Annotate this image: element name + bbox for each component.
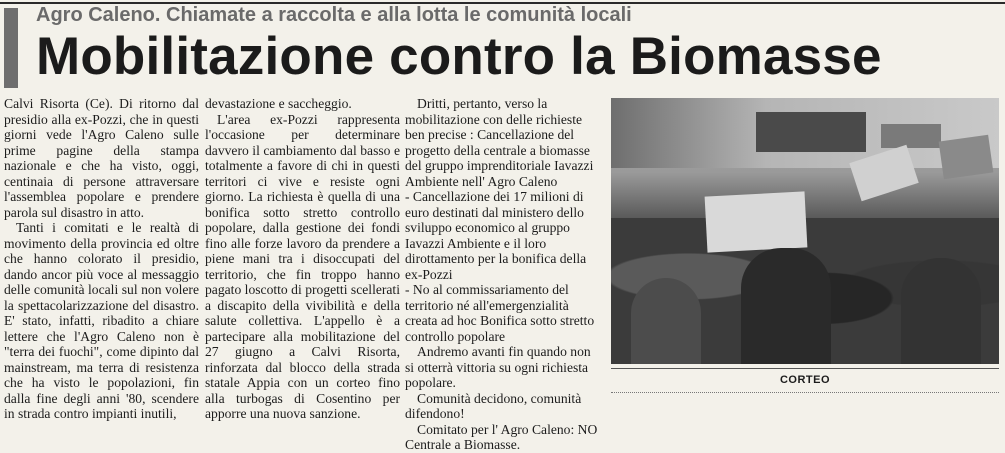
paragraph: Calvi Risorta (Ce). Di ritorno dal presidio alla ex-Pozzi, che in questi giorni vede l'Agro Caleno sulle prime pagine della stampa nazionale e che ha visto, oggi, centinaia di persone attraversare l'assemblea popolare e prendere parola sul disastro in atto. xyxy=(4,96,199,220)
paragraph: - Cancellazione dei 17 milioni di euro destinati dal ministero dello sviluppo economico al gruppo Iavazzi Ambiente e il loro dirottamento per la bonifica della ex-Pozzi xyxy=(405,189,587,282)
paragraph: Dritti, pertanto, verso la mobilitazione con delle richieste ben precise : Cancellazione del progetto della centrale a biomasse del gruppo imprenditoriale Iavazzi Ambiente nell' Agro Caleno xyxy=(405,96,594,189)
photo-caption: CORTEO xyxy=(779,374,831,386)
article-column-2 xyxy=(205,96,400,422)
kicker-subtitle: Agro Caleno. Chiamate a raccolta e alla lotta le comunità locali xyxy=(36,4,632,26)
paragraph: Comitato per l' Agro Caleno: NO Centrale a Biomasse. xyxy=(405,421,598,452)
section-marker-bar xyxy=(4,8,18,88)
paragraph: Tanti i comitati e le realtà di movimento della provincia ed oltre che hanno colorato il presidio, dando ancor più voce al messaggio delle comunità locali sul non volere la spettacolarizzazione del disastro. E' stato, infatti, ribadito a chiare lettere che l'Agro Caleno non è "terra dei fuochi", come dipinto dal mainstream, ma terra di resistenza che ha visto le popolazioni, fin dalla fine degli anni '80, scendere in strada contro impianti inutili, xyxy=(4,220,199,421)
paragraph: L'area ex-Pozzi rappresenta l'occasione per determinare davvero il cambiamento dal basso e totalmente a favore di chi in questi territori ci vive e resiste ogni giorno. La richiesta è quella di una bonifica sotto stretto controllo popolare, dalla gestione dei fondi fino alle forze lavoro da prendere a piene mani tra i disoccupati del territorio, che fin troppo hanno pagato loscotto di progetti scellerati a discapito della vivibilità e della salute collettiva. L'appello è a partecipare alla mobilitazione del 27 giugno a Calvi Risorta, rinforzata dal blocco della strada statale Appia con un corteo fino alla turbogas di Cosentino per apporre una nuova sanzione. xyxy=(205,111,400,421)
article-column-1 xyxy=(4,96,199,422)
paragraph: devastazione e saccheggio. xyxy=(205,96,352,111)
article-column-3 xyxy=(405,96,603,453)
dotted-rule xyxy=(611,392,999,393)
protest-photo xyxy=(611,98,999,364)
paragraph: Andremo avanti fin quando non si otterrà vittoria su ogni richiesta popolare. xyxy=(405,344,591,390)
paragraph: Comunità decidono, comunità difendono! xyxy=(405,390,582,421)
caption-rule xyxy=(611,368,999,369)
paragraph: - No al commissariamento del territorio né all'emergenzialità creata ad hoc Bonifica sotto stretto controllo popolare xyxy=(405,282,595,344)
article-headline: Mobilitazione contro la Biomasse xyxy=(36,27,882,86)
